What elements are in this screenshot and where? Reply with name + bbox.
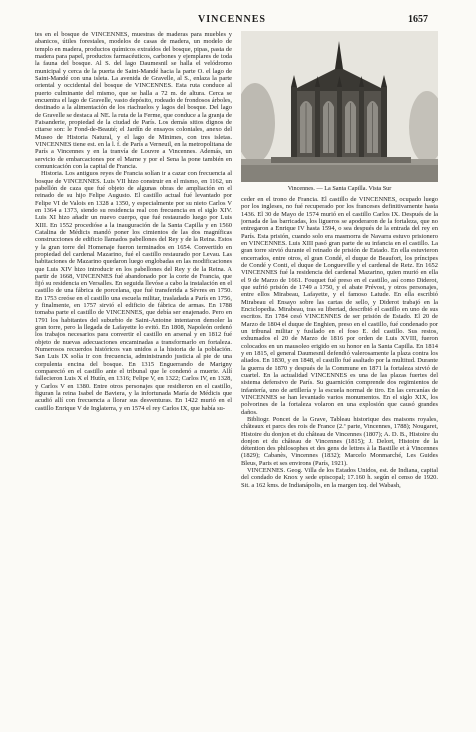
page-header bbox=[36, 14, 428, 28]
figure-caption: Vincennes. — La Santa Capilla. Vista Sur bbox=[287, 185, 392, 192]
left-column bbox=[35, 31, 232, 725]
bibliography-paragraph: Bibliogr. Poncet de la Grave, Tableau historique des maisons royales, châteaux et parcs des rois de France (2.ª parte, Vincennes, 1788); Nougaret, Histoire du donjon et du château de Vincennes (1807); A. D. B., Histoire du donjon et du château de Vincennes (1815); J. Delort, Histoire de la détention des philosophes et des gens de lettres à la Bastille et à Vincennes (1829); Cabanès, Vincennes (1832); Marcelo Monmarché, Les Guides Bleus, Paris et ses environs (París, 1921). bbox=[241, 415, 438, 467]
paragraph: tes en el bosque de VINCENNES, muestras de maderas para muebles y abanicos, útiles forestales, modelos de casas de madera, un modelo de templo en madera, productos químicos extraídos del bosque, pipas, pasta de madera para papel, productos farmacéuticos, carbones y ejemplares de toda la fauna del bosque. Al S. del lago Daumesnil se halla el velódromo municipal y cerca de la puerta de Saint-Mandé hacia la parte O. el lago de Saint-Mandé con una isleta. La avenida de Gravelle, al S., enlaza la parte oriental y occidental del bosque de VINCENNES. Esta ruta conduce al puerto culminante del mismo, que se halla a 72 m. de altura. Cerca se encuentra el lago de Gravelle, vasto depósito, rodeado de frondosos árboles, destinado a la alimentación de los riachuelos y lagos del bosque. Del lago de Gravelle se destaca al NE. la ruta de la Ferme, que conduce a la granja de Faisanderie, propiedad de la ciudad de París. Los demás sitios dignos de citarse son: le Fond-de-Beauté; el Jardín de ensayos coloniales, anexo del Museo de Historia Natural, y el lago de Minimes, con tres isletas. VINCENNES tiene est. en la l. f. de París a Verneuil, en la metropolitana de París a Vincennes y en la tranvía de Louvre a Vincennes. Además, un servicio de embarcaciones por el Marne y por el Sena la pone también en comunicación con la capital de Francia. bbox=[35, 31, 232, 170]
running-title: VINCENNES bbox=[198, 14, 266, 25]
paragraph: VINCENNES. Geog. Villa de los Estados Unidos, est. de Indiana, capital del condado de Knox y sede episcopal; 17.160 h. según el censo de 1920. Sit. a 162 kms. de Indianápolis, en la margen izq. del Wabash, bbox=[241, 467, 438, 489]
right-column bbox=[241, 31, 438, 725]
paragraph: Historia. Los antiguos reyes de Francia solían ir a cazar con frecuencia al bosque de VINCENNES. Luis VII hizo construir en el mismo, en 1162, un pabellón de caza que fué objeto de algunas obras de ampliación en el reinado de su hijo Felipe Augusto. El castillo actual fué levantado por Felipe VI de Valois en 1328 a 1350, y especialmente por su nieto Carlos V en 1364 a 1373, siendo su residencia real con frecuencia en el siglo XIV. Luis XI hizo añadir un nuevo cuerpo, que fué restaurado luego por Luis XIII. En 1552 procedióse a la inauguración de la Santa Capilla y en 1560 Catalina de Médicis mandó poner los cimientos de las dos magníficas construcciones de edificio llamados pabellones del Rey y de la Reina. Estos y la gran torre del Homenaje fueron terminados en 1654. Convertido en propiedad del cardenal Mazarino, fué el castillo restaurado por Levau. Las habitaciones de Mazarino quedaron luego englobadas en las modificaciones que Luis XIV hizo introducir en los pabellones del Rey y de la Reina. A partir de 1668, VINCENNES fué abandonado por la corte de Francia, que fijó su residencia en Versalles. En seguida llevóse a cabo la instalación en el castillo de una fábrica de porcelana, que fué transferida a Sèvres en 1750. En 1753 creóse en el castillo una escuela militar, trasladada a París en 1756, y finalmente, en 1757 sirvió el edificio de fábrica de armas. En 1788 tomaba parte el castillo de VINCENNES, que debía ser enajenado. Pero en 1791 los habitantes del suburbio de Saint-Antoine intentaron demoler la gran torre, pero la llegada de Lafayette lo evitó. En 1808, Napoleón ordenó los trabajos necesarios para convertir el castillo en arsenal y en 1812 fué objeto de nuevas adecuaciones encaminadas a transformarlo en fortaleza. Numerosos recuerdos históricos van unidos a la historia de la población. San Luis IX solía ir con frecuencia, administrando justicia al pie de una corpulenta encina del bosque. En 1315 Enguerrando de Marigny compareció en el castillo ante el tribunal que le condenó a muerte. Allí fallecieron Luis X el Hutín, en 1316; Felipe V, en 1322; Carlos IV, en 1328, y Carlos V en 1380. Entre otros personajes que residieron en el castillo, figuran la reina Isabel de Baviera, y la infortunada María de Médicis que acudió allí con frecuencia a llorar sus desventuras. En 1422 murió en el castillo Enrique V de Inglaterra, y en 1574 el rey Carlos IX, que había su- bbox=[35, 170, 232, 412]
page-number: 1657 bbox=[408, 14, 428, 25]
chapel-photograph bbox=[241, 31, 438, 182]
paragraph: ceder en el trono de Francia. El castillo de VINCENNES, ocupado luego por los ingleses, no fué recuperado por los franceses definitivamente hasta 1436. El 30 de Mayo de 1574 murió en el castillo Carlos IX. Después de la jornada de las barricadas, los ligueros se apoderaron de la fortaleza, que no entregaron a Enrique IV hasta 1594, o sea después de la entrada del rey en París. Esta prisión, cuando solo era masmorra de Navarra estuvo prisionero en VINCENNES. Luis XIII pasó gran parte de su infancia en el castillo. La gran torre sirvió durante el reinado de prisión de Estado. En ella estuvieron encerrados, entre otros, el gran Condé, el duque de Beaufort, los príncipes de Condé y Conti, el duque de Longueville y el cardenal de Retz. En 1652 VINCENNES fué la residencia del cardenal Mazarino, quien murió en ella el 9 de Marzo de 1661. Fouquet fué preso en el castillo, así como Diderot, que sufrió prisión de 1749 a 1750, y el abate Prévost, y otros personajes, entre ellos Mirabeau, Lafayette, y el famoso Latude. En ella escribió Mirabeau el Ensayo sobre las cartas de sello, y Diderot trabajó en la Enciclopedia. Mirabeau, tras su libertad, describió el castillo en uno de sus escritos. En 1784 cesó VINCENNES de ser prisión de Estado. El 20 de Marzo de 1804 el duque de Enghien, preso en el castillo, fué condenado por un tribunal militar y fusilado en el foso E. del castillo. Sus restos, exhumados el 20 de Marzo de 1816 por orden de Luis XVIII, fueron colocados en un mausoleo erigido en su honor en la Santa Capilla. En 1814 y en 1815, el general Daumesnil defendió valerosamente la plaza contra los aliados. En 1830, y en 1848, el castillo fué asaltado por la multitud. Durante la guerra de 1870 y después de la Commune en 1871 la fortaleza sirvió de cuartel. En la actualidad VINCENNES es una de las plazas fuertes del sistema defensivo de París. Su guarnición comprende dos regimientos de infantería, uno de artillería y la escuela normal de tiro. En las cercanías de VINCENNES se han levantado varios monumentos. En el siglo XIX, los polvorines de la fortaleza volaron en una explosión que causó grandes daños. bbox=[241, 196, 438, 416]
